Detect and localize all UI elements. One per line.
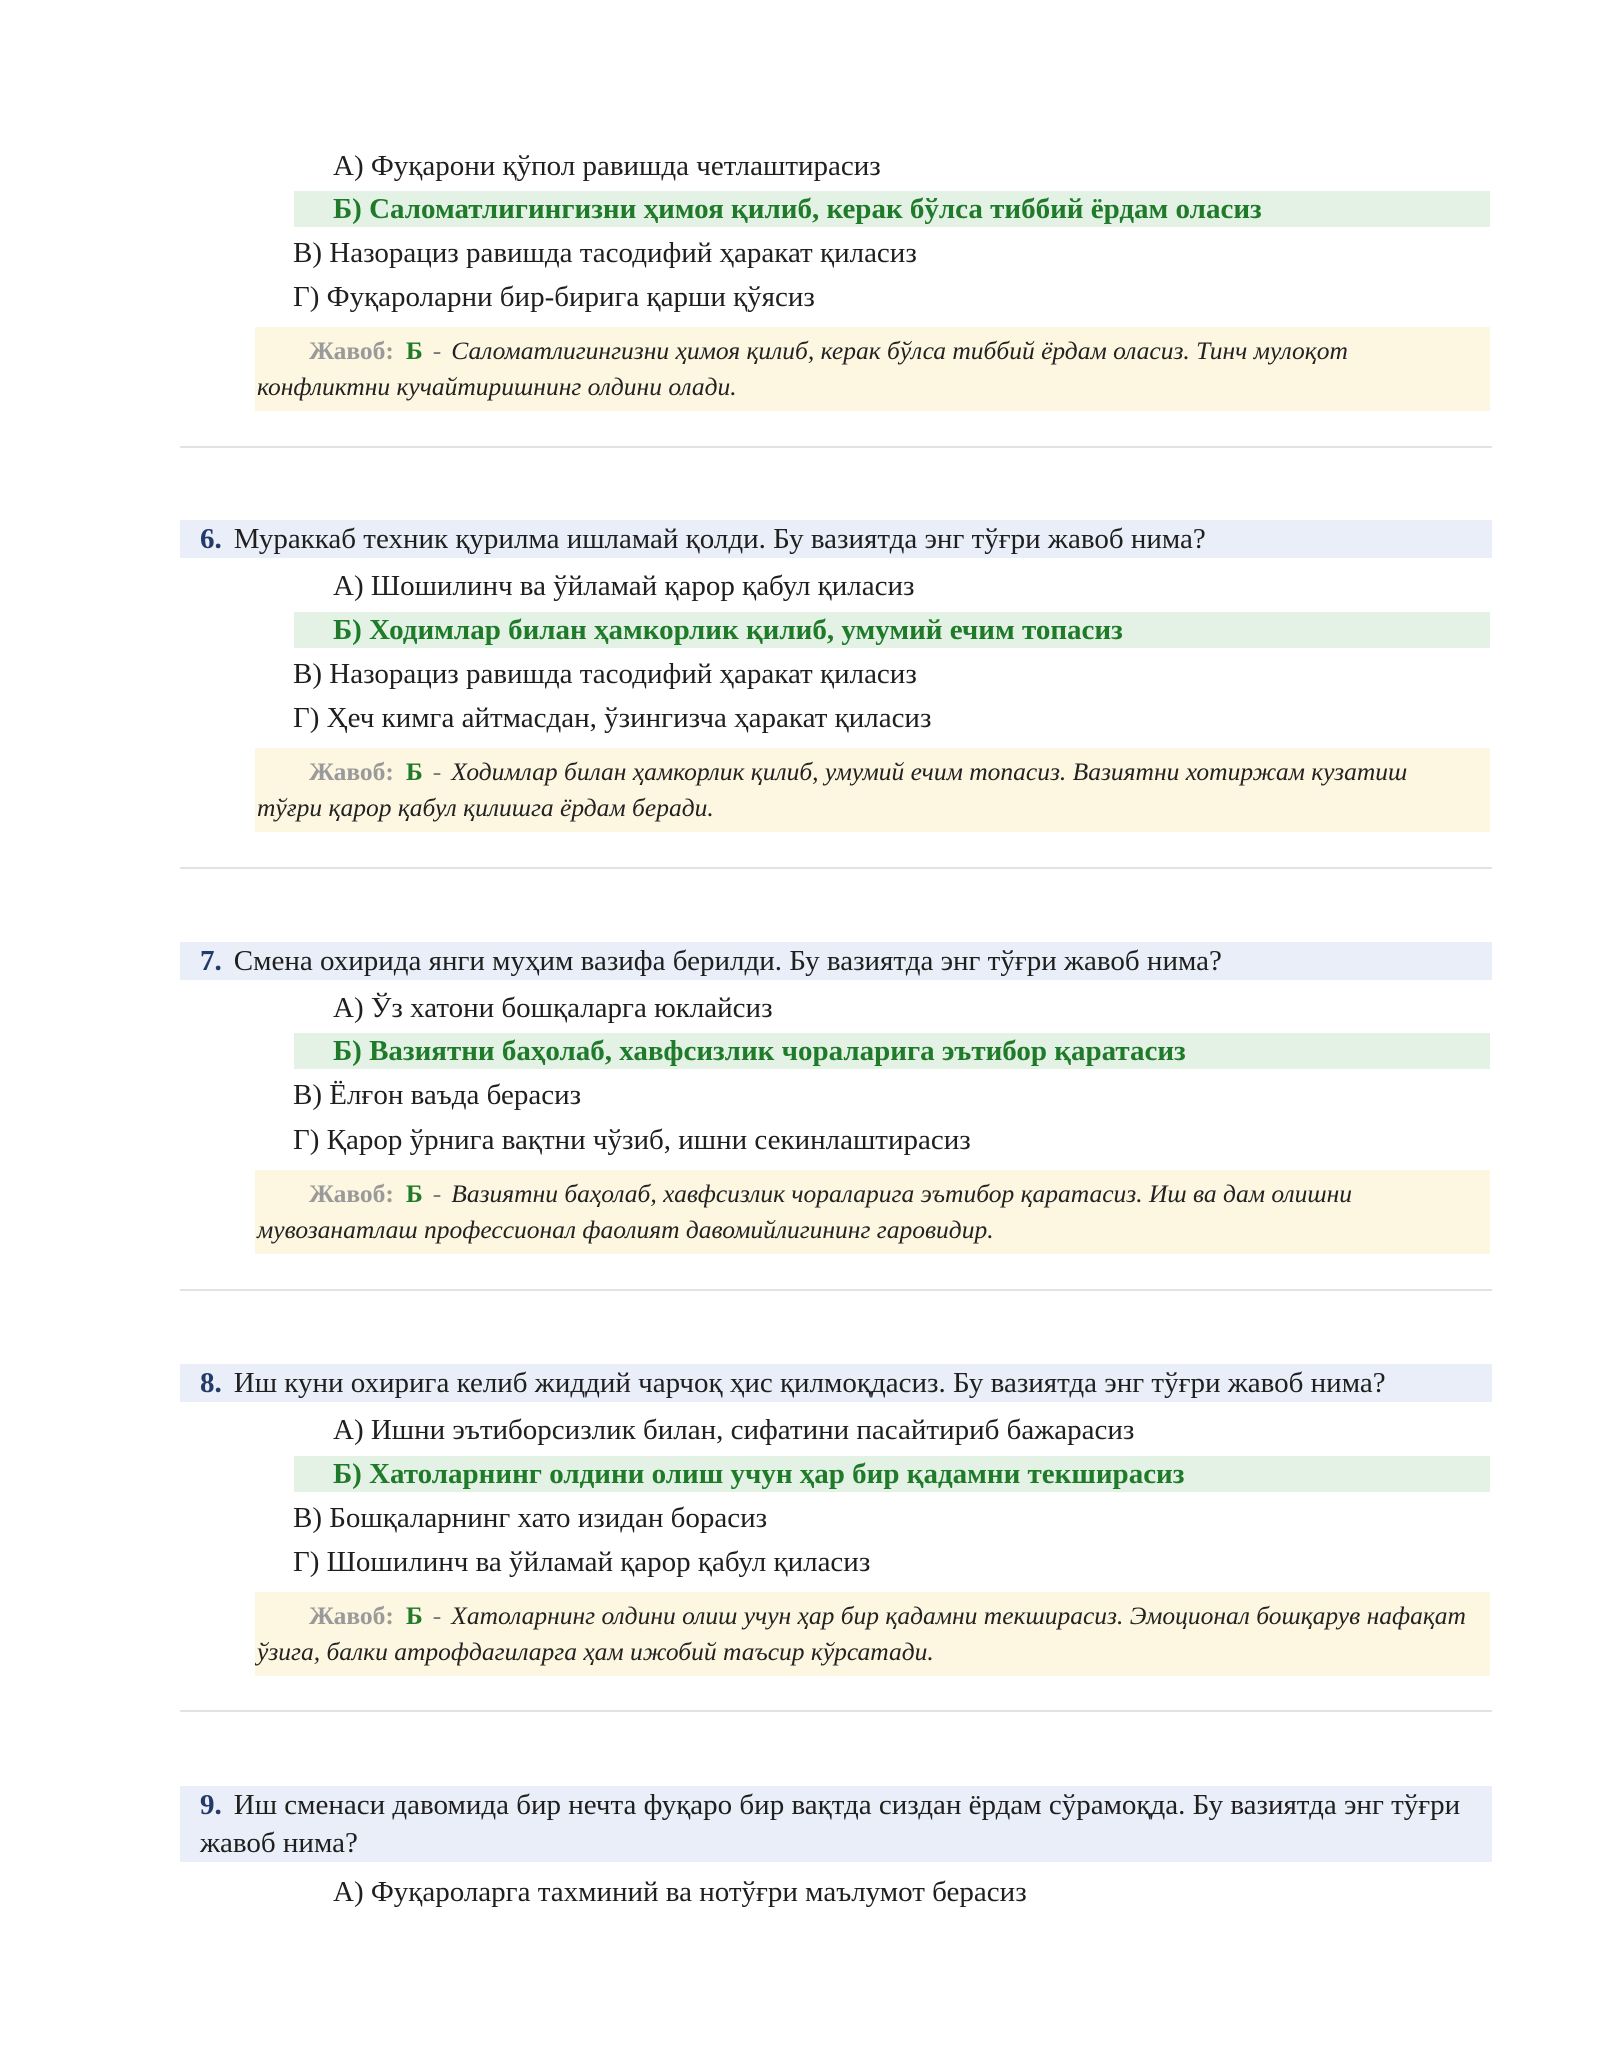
divider (180, 1289, 1492, 1291)
option-g: Г) Ҳеч кимга айтмасдан, ўзингизча ҳаракат қиласиз (293, 702, 932, 734)
answer-letter: Б (405, 336, 423, 365)
question-9 (180, 1786, 1492, 1862)
question-7 (180, 942, 1492, 980)
answer-label: Жавоб: (309, 757, 394, 786)
question-text: Смена охирида янги муҳим вазифа берилди. Бу вазиятда энг тўғри жавоб нима? (233, 945, 1222, 977)
answer-label: Жавоб: (309, 336, 394, 365)
question-number: 7. (200, 945, 222, 977)
option-a: А) Ўз хатони бошқаларга юклайсиз (333, 992, 773, 1024)
answer-letter: Б (405, 757, 423, 786)
option-v: В) Бошқаларнинг хато изидан борасиз (293, 1502, 768, 1534)
answer-letter: Б (405, 1601, 423, 1630)
option-a: А) Фуқароларга тахминий ва нотўғри маълумот берасиз (333, 1876, 1027, 1908)
option-g: Г) Фуқароларни бир-бирига қарши қўясиз (293, 281, 815, 313)
option-v: В) Ёлғон ваъда берасиз (293, 1079, 582, 1111)
option-v: В) Назорациз равишда тасодифий ҳаракат қиласиз (293, 658, 917, 690)
option-a: А) Шошилинч ва ўйламай қарор қабул қиласиз (333, 570, 915, 602)
option-b-correct: Б) Хатоларнинг олдини олиш учун ҳар бир қадамни текширасиз (294, 1456, 1490, 1492)
answer-dash: - (432, 1601, 442, 1630)
option-a: А) Фуқарони қўпол равишда четлаштирасиз (333, 150, 881, 182)
answer-text: Ходимлар билан ҳамкорлик қилиб, умумий ечим топасиз. Вазиятни хотиржам кузатиш тўғри қарор қабул қилишга ёрдам беради. (257, 757, 1408, 822)
answer-dash: - (432, 757, 442, 786)
option-v: В) Назорациз равишда тасодифий ҳаракат қиласиз (293, 237, 917, 269)
answer-dash: - (432, 336, 442, 365)
answer-label: Жавоб: (309, 1179, 394, 1208)
option-g: Г) Шошилинч ва ўйламай қарор қабул қиласиз (293, 1546, 871, 1578)
question-number: 6. (200, 523, 222, 555)
answer-box (255, 1170, 1490, 1254)
answer-text: Саломатлигингизни ҳимоя қилиб, керак бўлса тиббий ёрдам оласиз. Тинч мулоқот конфликтни кучайтиришнинг олдини олади. (257, 336, 1348, 401)
question-text: Мураккаб техник қурилма ишламай қолди. Бу вазиятда энг тўғри жавоб нима? (233, 523, 1206, 555)
answer-box (255, 748, 1490, 832)
answer-dash: - (432, 1179, 442, 1208)
option-b-correct: Б) Ходимлар билан ҳамкорлик қилиб, умумий ечим топасиз (294, 612, 1490, 648)
question-number: 9. (200, 1789, 222, 1821)
option-g: Г) Қарор ўрнига вақтни чўзиб, ишни секинлаштирасиз (293, 1124, 971, 1156)
question-6 (180, 520, 1492, 558)
answer-label: Жавоб: (309, 1601, 394, 1630)
option-a: А) Ишни эътиборсизлик билан, сифатини пасайтириб бажарасиз (333, 1414, 1135, 1446)
answer-text: Вазиятни баҳолаб, хавфсизлик чораларига эътибор қаратасиз. Иш ва дам олишни мувозанатлаш профессионал фаолият давомийлигининг гаровидир. (257, 1179, 1352, 1244)
answer-box (255, 327, 1490, 411)
option-b-correct: Б) Вазиятни баҳолаб, хавфсизлик чораларига эътибор қаратасиз (294, 1033, 1490, 1069)
question-text: Иш сменаси давомида бир нечта фуқаро бир вақтда сиздан ёрдам сўрамоқда. Бу вазиятда энг тўғри жавоб нима? (200, 1789, 1461, 1859)
answer-box (255, 1592, 1490, 1676)
answer-text: Хатоларнинг олдини олиш учун ҳар бир қадамни текширасиз. Эмоционал бошқарув нафақат ўзига, балки атрофдагиларга ҳам ижобий таъсир кўрсатади. (257, 1601, 1466, 1666)
answer-letter: Б (405, 1179, 423, 1208)
question-number: 8. (200, 1367, 222, 1399)
divider (180, 446, 1492, 448)
divider (180, 1710, 1492, 1712)
question-text: Иш куни охирига келиб жиддий чарчоқ ҳис қилмоқдасиз. Бу вазиятда энг тўғри жавоб нима? (233, 1367, 1386, 1399)
question-8 (180, 1364, 1492, 1402)
option-b-correct: Б) Саломатлигингизни ҳимоя қилиб, керак бўлса тиббий ёрдам оласиз (294, 191, 1490, 227)
divider (180, 867, 1492, 869)
